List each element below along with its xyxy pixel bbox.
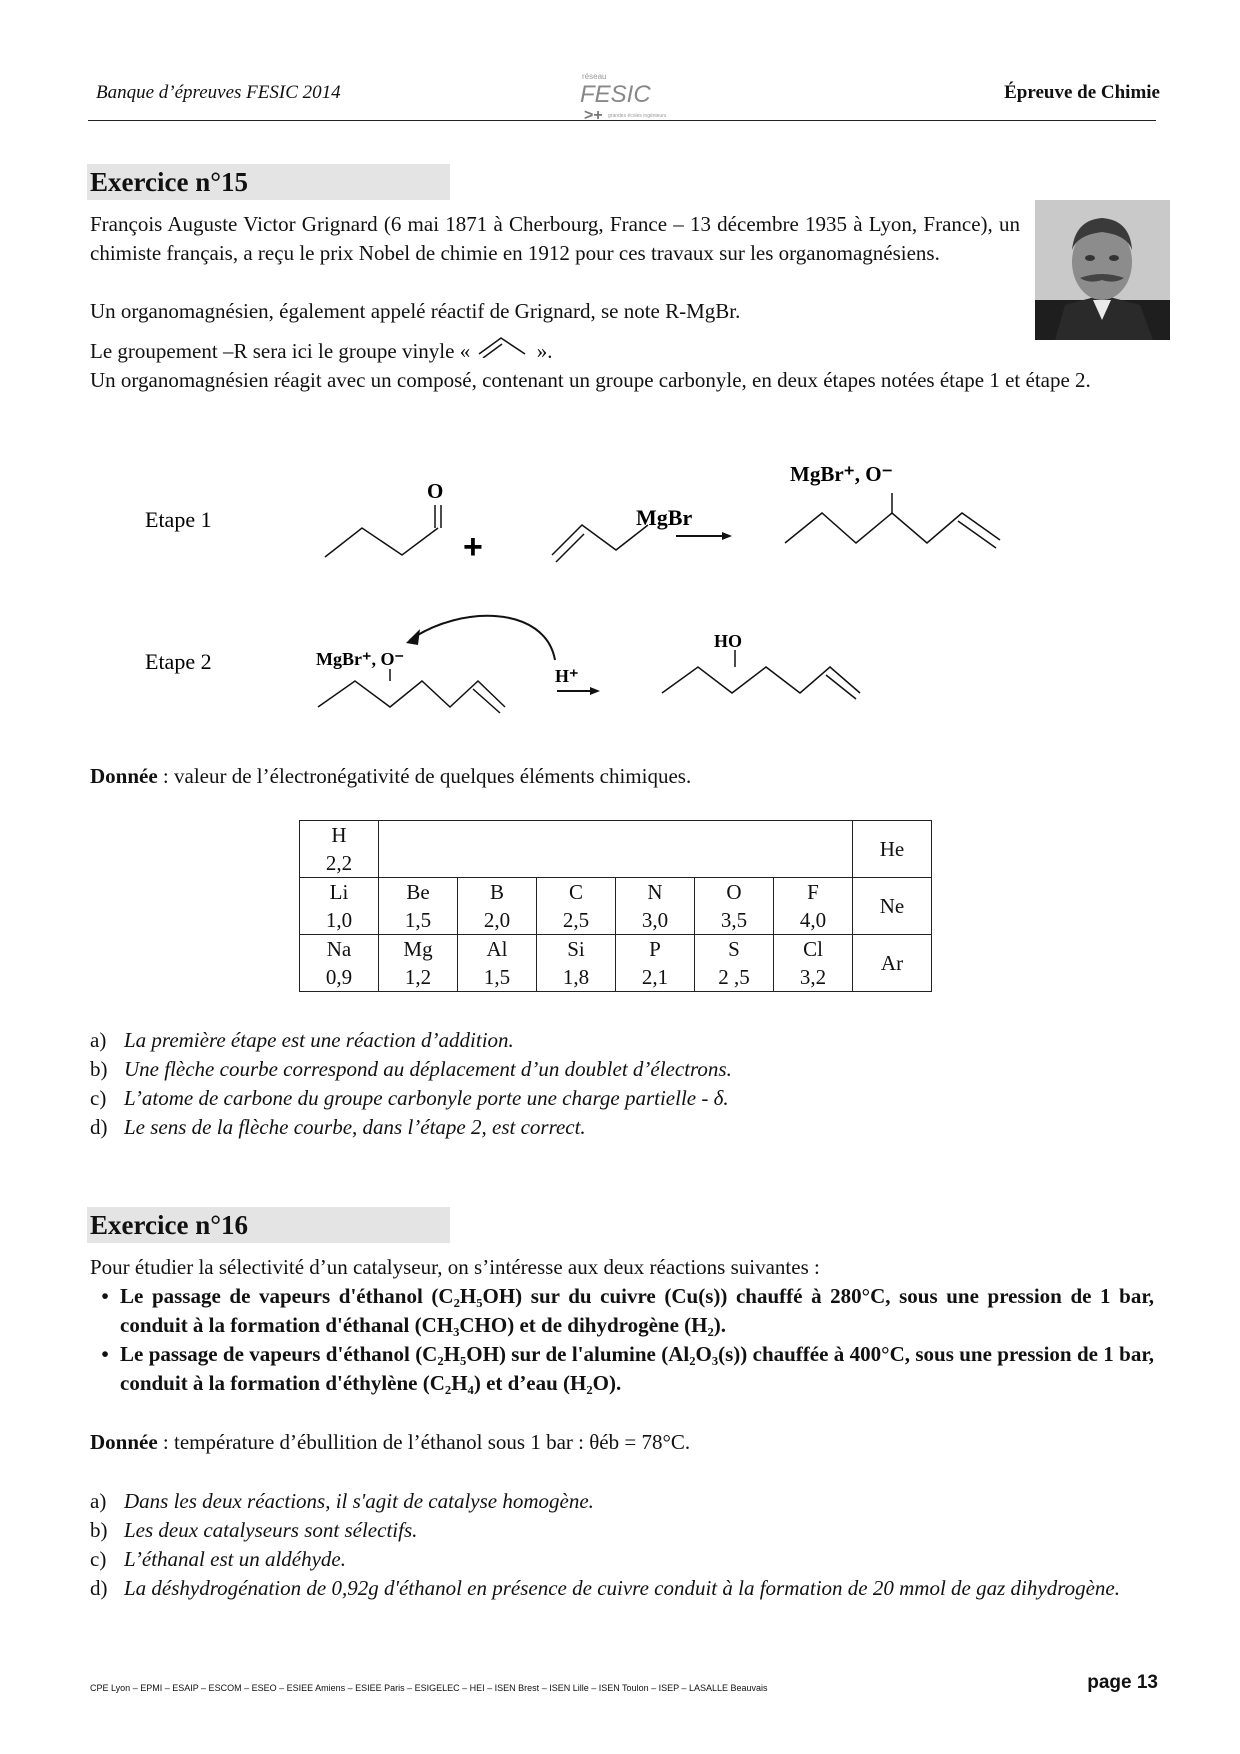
header-divider (88, 120, 1156, 121)
bullet-icon: • (101, 1284, 109, 1308)
empty-cell (695, 821, 774, 878)
question-item (90, 1574, 1154, 1603)
element-cell (774, 878, 853, 935)
empty-cell (616, 821, 695, 878)
electronegativity-value: 1,2 (404, 965, 432, 989)
question-label: c) (90, 1547, 107, 1571)
reaction-description: Un organomagnésien réagit avec un composé, contenant un groupe carbonyle, en deux étapes notées étape 1 et étape 2. (90, 368, 1091, 392)
question-item (90, 1113, 1154, 1142)
element-cell (695, 935, 774, 992)
electronegativity-value: 3,2 (799, 965, 827, 989)
grignard-portrait (1035, 200, 1170, 340)
element-symbol: Be (406, 880, 430, 904)
exercise-16-title: Exercice n°16 (87, 1207, 450, 1243)
exercise-15-intro: François Auguste Victor Grignard (6 mai 1871 à Cherbourg, France – 13 décembre 1935 à Lyon, France), un chimiste français, a reçu le prix Nobel de chimie en 1912 pour ces travaux sur les organomagnésiens. (90, 212, 1020, 265)
question-label: c) (90, 1086, 107, 1110)
empty-cell (379, 821, 458, 878)
element-symbol: N (647, 880, 663, 904)
question-item (90, 1487, 1154, 1516)
electronegativity-value: 1,5 (483, 965, 511, 989)
electronegativity-value: 2,5 (562, 908, 590, 932)
donnee-label: Donnée (90, 764, 158, 788)
element-cell (774, 935, 853, 992)
electronegativity-value: 2,2 (325, 851, 353, 875)
header-subject: Épreuve de Chimie (1004, 82, 1160, 103)
electronegativity-table (299, 820, 932, 992)
hydroxyl-label: HO (714, 631, 743, 651)
element-symbol: Mg (403, 937, 433, 961)
bullet-text: Le passage de vapeurs d'éthanol (C₂H₅OH) sur du cuivre (Cu(s)) chauffé à 280°C, sous une pression de 1 bar, conduit à la formation d'éthanal (CH₃CHO) et de dihydrogène (H₂). (120, 1284, 1154, 1337)
element-symbol: Al (486, 937, 508, 961)
header-title: Banque d’épreuves FESIC 2014 (96, 82, 341, 103)
element-cell (458, 935, 537, 992)
element-cell (853, 935, 932, 992)
element-symbol: Na (326, 937, 352, 961)
svg-text:grandes écoles ingénieurs: grandes écoles ingénieurs (608, 113, 667, 119)
question-label: a) (90, 1489, 107, 1513)
footer-schools: CPE Lyon – EPMI – ESAIP – ESCOM – ESEO – ESIEE Amiens – ESIEE Paris – ESIGELEC – HEI – ISEN Brest – ISEN Lille – ISEN Toulon – ISEP – LASALLE Beauvais (90, 1683, 768, 1693)
bullet-text: Le passage de vapeurs d'éthanol (C₂H₅OH) sur de l'alumine (Al₂O₃(s)) chauffée à 400°C, sous une pression de 1 bar, conduit à la formation d'éthylène (C₂H₄) et d’eau (H₂O). (120, 1342, 1154, 1395)
mgbr-label: MgBr (636, 505, 693, 530)
element-symbol: Cl (803, 937, 823, 961)
etape-1-label: Etape 1 (145, 507, 212, 532)
question-label: b) (90, 1057, 108, 1081)
donnee-text-16: : température d’ébullition de l’éthanol sous 1 bar : θéb = 78°C. (157, 1430, 691, 1454)
exercise-15-title: Exercice n°15 (87, 164, 450, 200)
alkoxide-label-step2: MgBr⁺, O⁻ (316, 649, 404, 669)
exercise-16-questions (90, 1487, 1154, 1603)
question-item (90, 1084, 1154, 1113)
question-text: Les deux catalyseurs sont sélectifs. (124, 1518, 418, 1542)
element-cell (853, 821, 932, 878)
element-cell (616, 878, 695, 935)
reaction-scheme (0, 455, 1240, 735)
element-cell (379, 935, 458, 992)
question-item (90, 1516, 1154, 1545)
grignard-notation: Un organomagnésien, également appelé réactif de Grignard, se note R-MgBr. (90, 299, 741, 323)
question-item (90, 1545, 1154, 1574)
alkoxide-label-step1: MgBr⁺, O⁻ (790, 462, 893, 486)
exercise-16-intro: Pour étudier la sélectivité d’un catalyseur, on s’intéresse aux deux réactions suivantes : (90, 1255, 820, 1279)
element-symbol: H (331, 823, 347, 847)
reaction-bullet (90, 1282, 1154, 1340)
element-cell (379, 878, 458, 935)
element-symbol: O (726, 880, 742, 904)
svg-text:réseau: réseau (582, 72, 607, 81)
question-label: a) (90, 1028, 107, 1052)
element-cell (695, 878, 774, 935)
donnee-text: : valeur de l’électronégativité de quelques éléments chimiques. (157, 764, 692, 788)
element-symbol: Ne (879, 894, 905, 918)
empty-cell (458, 821, 537, 878)
vinyl-group-line (90, 337, 552, 366)
proton-label: H⁺ (555, 666, 579, 686)
element-cell (458, 878, 537, 935)
carbonyl-o-label: O (427, 479, 444, 503)
element-symbol: F (807, 880, 819, 904)
question-item (90, 1026, 1154, 1055)
element-symbol: He (879, 837, 905, 861)
table-row (300, 821, 932, 878)
etape-2-label: Etape 2 (145, 649, 212, 674)
donnee-electronegativity (90, 762, 691, 791)
electronegativity-value: 2 ,5 (718, 965, 750, 989)
empty-cell (537, 821, 616, 878)
question-label: b) (90, 1518, 108, 1542)
element-symbol: Ar (880, 951, 904, 975)
donnee-label-16: Donnée (90, 1430, 158, 1454)
electronegativity-value: 1,8 (562, 965, 590, 989)
electronegativity-value: 1,5 (404, 908, 432, 932)
bullet-icon: • (101, 1342, 109, 1366)
exercise-16-reactions (90, 1282, 1154, 1398)
element-cell (537, 878, 616, 935)
electronegativity-value: 2,0 (483, 908, 511, 932)
question-text: Le sens de la flèche courbe, dans l’étape 2, est correct. (124, 1115, 586, 1139)
table-row (300, 878, 932, 935)
element-cell (853, 878, 932, 935)
table-row (300, 935, 932, 992)
vinyl-text-after: ». (536, 339, 553, 363)
element-symbol: S (728, 937, 740, 961)
exercise-15-questions (90, 1026, 1154, 1142)
element-cell (616, 935, 695, 992)
element-cell (537, 935, 616, 992)
question-text: Dans les deux réactions, il s'agit de catalyse homogène. (124, 1489, 594, 1513)
empty-cell (774, 821, 853, 878)
question-label: d) (90, 1115, 108, 1139)
plus-sign: + (463, 528, 483, 566)
electronegativity-value: 0,9 (325, 965, 353, 989)
question-item (90, 1055, 1154, 1084)
fesic-logo (578, 70, 688, 126)
donnee-boiling-point (90, 1428, 690, 1457)
element-symbol: Li (329, 880, 349, 904)
reaction-bullet (90, 1340, 1154, 1398)
question-text: Une flèche courbe correspond au déplacement d’un doublet d’électrons. (124, 1057, 732, 1081)
vinyl-text-before: Le groupement –R sera ici le groupe vinyle « (90, 339, 471, 363)
element-cell (300, 935, 379, 992)
question-text: L’atome de carbone du groupe carbonyle porte une charge partielle - δ. (124, 1086, 729, 1110)
electronegativity-value: 4,0 (799, 908, 827, 932)
page-number: page 13 (1087, 1672, 1158, 1693)
question-text: La première étape est une réaction d’addition. (124, 1028, 514, 1052)
svg-text:>+: >+ (584, 107, 603, 124)
electronegativity-value: 2,1 (641, 965, 669, 989)
question-text: L’éthanal est un aldéhyde. (124, 1547, 347, 1571)
element-symbol: P (649, 937, 661, 961)
electronegativity-value: 1,0 (325, 908, 353, 932)
element-symbol: C (568, 880, 583, 904)
electronegativity-value: 3,5 (720, 908, 748, 932)
element-symbol: B (489, 880, 504, 904)
question-text: La déshydrogénation de 0,92g d'éthanol en présence de cuivre conduit à la formation de 20 mmol de gaz dihydrogène. (124, 1576, 1120, 1600)
electronegativity-value: 3,0 (641, 908, 669, 932)
element-cell (300, 821, 379, 878)
question-label: d) (90, 1576, 108, 1600)
element-symbol: Si (567, 937, 585, 961)
svg-text:FESIC: FESIC (580, 81, 651, 108)
element-cell (300, 878, 379, 935)
vinyl-group-icon (475, 334, 531, 358)
